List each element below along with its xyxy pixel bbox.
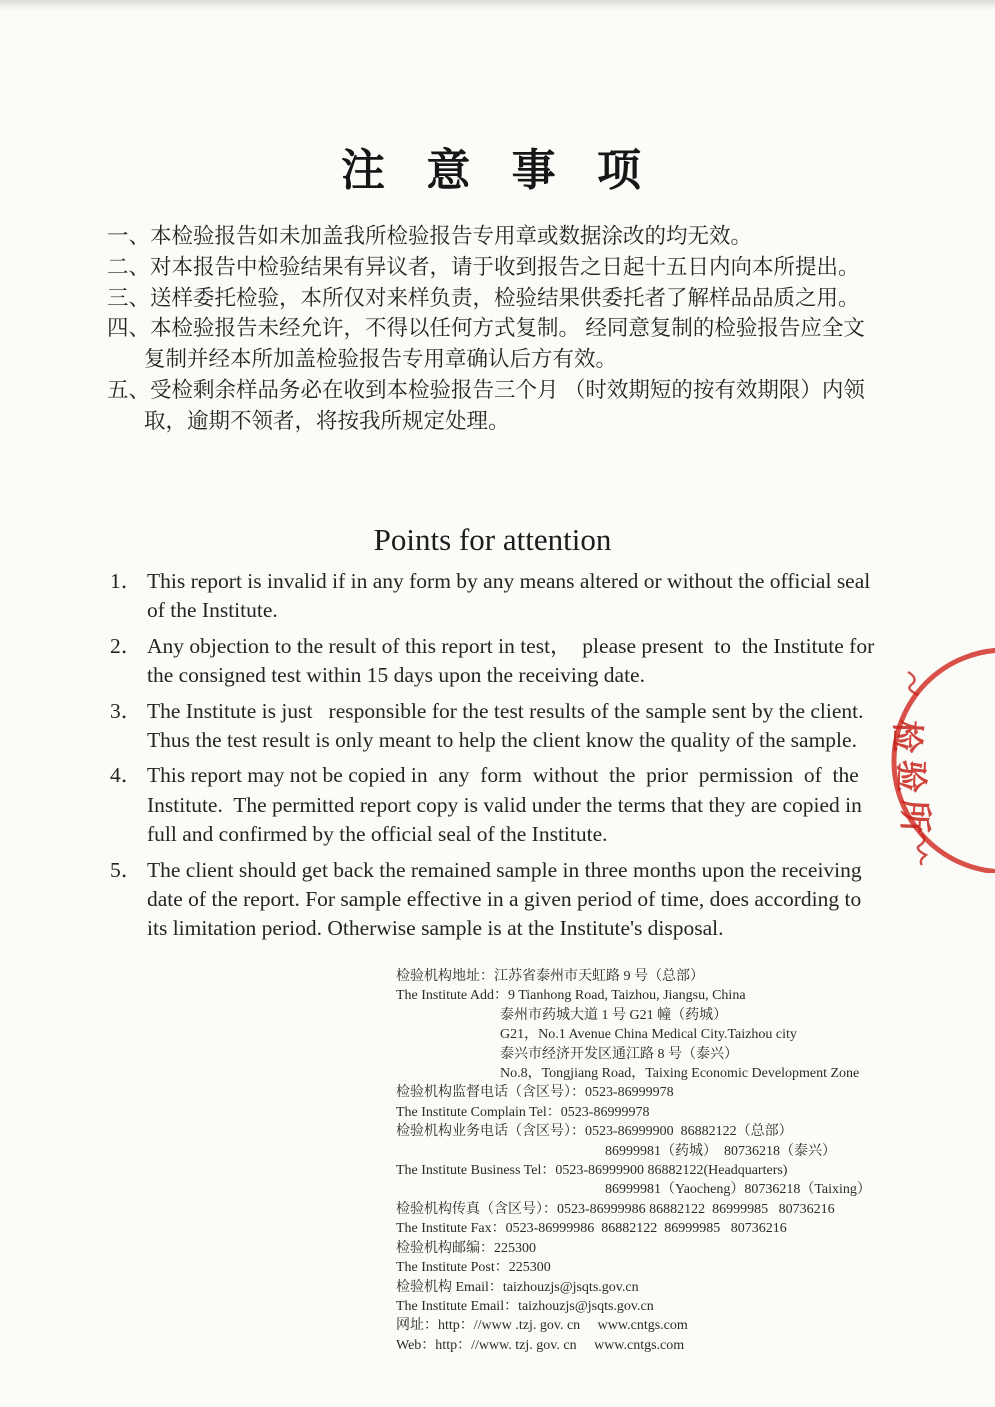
list-item: 一、本检验报告如未加盖我所检验报告专用章或数据涂改的均无效。: [107, 224, 753, 248]
list-item-continuation: 复制并经本所加盖检验报告专用章确认后方有效。: [144, 347, 618, 372]
item-number: 4．: [110, 763, 143, 788]
email-cn-line: 检验机构 Email：taizhouzjs@jsqts.gov.cn: [396, 1279, 639, 1295]
list-item: 二、对本报告中检验结果有异议者，请于收到报告之日起十五日内向本所提出。: [107, 254, 860, 279]
item-number: 3．: [110, 698, 143, 723]
item-line: the consigned test within 15 days upon the receiving date.: [147, 663, 645, 688]
item-line: Thus the test result is only meant to help the client know the quality of the sample.: [147, 728, 857, 753]
complain-tel-en-line: The Institute Complain Tel：0523-86999978: [396, 1104, 650, 1120]
business-tel-en-line: 86999981（Yaocheng）80736218（Taixing）: [605, 1182, 871, 1198]
list-item: [110, 632, 910, 691]
item-line: This report is invalid if in any form by any means altered or without the official seal: [147, 569, 871, 593]
stamp-character: 所: [895, 799, 936, 834]
fax-en-line: The Institute Fax：0523-86999986 86882122 86999985 80736216: [396, 1221, 787, 1237]
item-line: date of the report. For sample effective in a given period of time, does according to: [147, 887, 862, 912]
stamp-script-marks: [908, 672, 926, 865]
chinese-title: 注 意 事 项: [341, 145, 654, 196]
address-en-line: No.8，Tongjiang Road，Taixing Economic Development Zone: [500, 1066, 860, 1082]
address-en-line: G21，No.1 Avenue China Medical City.Taizhou city: [500, 1027, 797, 1043]
item-line: Institute. The permitted report copy is valid under the terms that they are copied in: [147, 792, 862, 817]
web-cn-line: 网址：http：//www .tzj. gov. cn www.cntgs.com: [396, 1318, 688, 1334]
list-item: 三、送样委托检验，本所仅对来样负责，检验结果供委托者了解样品品质之用。: [107, 285, 860, 310]
item-line: of the Institute.: [147, 598, 278, 623]
email-en-line: The Institute Email：taizhouzjs@jsqts.gov.cn: [396, 1298, 654, 1314]
list-item: [110, 567, 910, 626]
item-number: 5．: [110, 857, 143, 882]
item-number: 2．: [110, 633, 143, 658]
fax-cn-line: 检验机构传真（含区号）：0523-86999986 86882122 86999985 80736216: [396, 1201, 835, 1217]
item-line: The Institute is just responsible for the test results of the sample sent by the client.: [147, 698, 864, 723]
english-points-list: [110, 567, 910, 950]
list-item-continuation: 取，逾期不领者，将按我所规定处理。: [144, 408, 510, 433]
stamp-character: 验: [891, 759, 932, 794]
business-tel-cn-line: 检验机构业务电话（含区号）：0523-86999900 86882122（总部）: [396, 1124, 793, 1140]
list-item: [110, 856, 910, 944]
institute-contact-block: [396, 967, 956, 1355]
business-tel-en-line: The Institute Business Tel：0523-86999900 86882122(Headquarters): [396, 1163, 788, 1179]
item-line: full and confirmed by the official seal of the Institute.: [147, 822, 608, 847]
address-cn-line: 泰州市药城大道 1 号 G21 幢（药城）: [500, 1007, 728, 1023]
english-title: Points for attention: [373, 522, 612, 557]
list-item: [110, 761, 910, 849]
chinese-notice-list: [107, 221, 907, 437]
stamp-character: 检: [887, 719, 928, 754]
item-line: This report may not be copied in any form without the prior permission of the: [147, 763, 859, 788]
list-item: [110, 697, 910, 756]
complain-tel-cn-line: 检验机构监督电话（含区号）：0523-86999978: [396, 1085, 674, 1101]
list-item: 五、受检剩余样品务必在收到本检验报告三个月 （时效期短的按有效期限）内领: [107, 377, 865, 402]
item-line: Any objection to the result of this report in test， please present to the Institute for: [147, 633, 875, 658]
address-cn-line: 检验机构地址：江苏省泰州市天虹路 9 号（总部）: [396, 969, 704, 984]
web-en-line: Web：http：//www. tzj. gov. cn www.cntgs.com: [396, 1337, 685, 1353]
business-tel-cn-line: 86999981（药城） 80736218（泰兴）: [605, 1143, 836, 1159]
post-cn-line: 检验机构邮编：225300: [396, 1240, 536, 1256]
post-en-line: The Institute Post：225300: [396, 1260, 551, 1276]
address-en-line: The Institute Add：9 Tianhong Road, Taizhou, Jiangsu, China: [396, 988, 746, 1004]
item-number: 1．: [110, 569, 143, 593]
list-item: 四、本检验报告未经允许，不得以任何方式复制。 经同意复制的检验报告应全文: [107, 316, 865, 341]
item-line: its limitation period. Otherwise sample is at the Institute's disposal.: [147, 916, 724, 941]
item-line: The client should get back the remained sample in three months upon the receiving: [147, 857, 862, 882]
address-cn-line: 泰兴市经济开发区通江路 8 号（泰兴）: [500, 1046, 738, 1062]
